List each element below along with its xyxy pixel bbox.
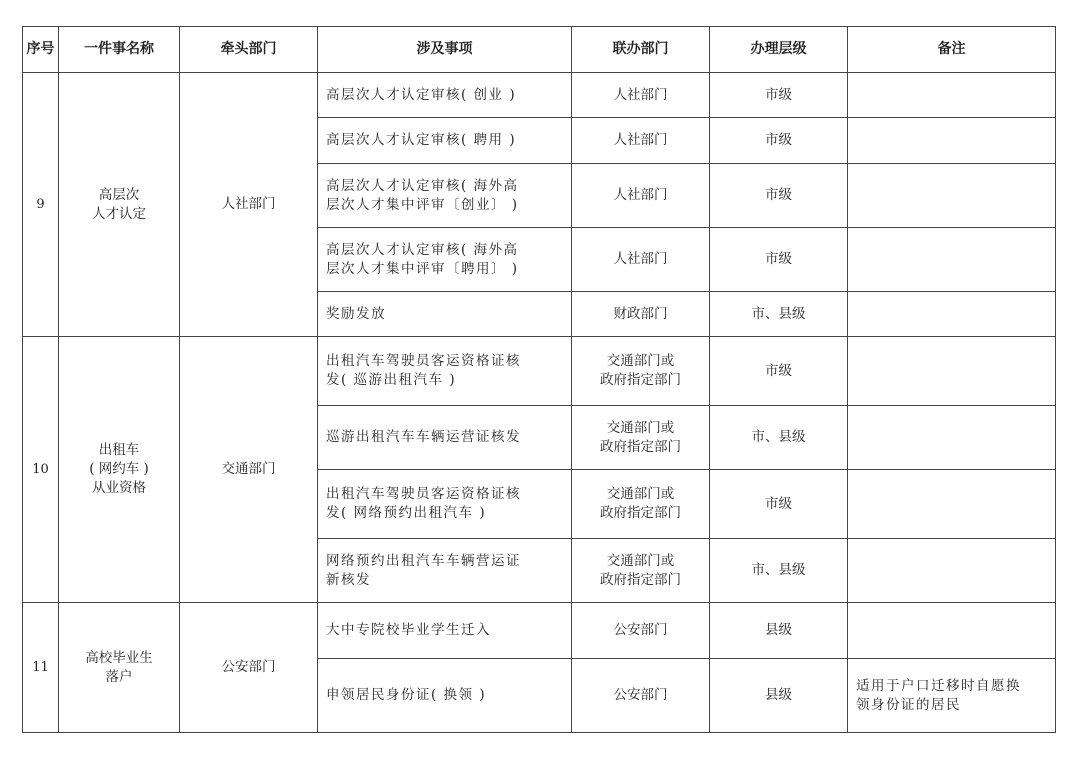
level-cell: 市级 xyxy=(710,118,848,164)
note-line: 适用于户口迁移时自愿换 xyxy=(856,677,1021,694)
header-level: 办理层级 xyxy=(710,27,848,73)
note-cell xyxy=(848,164,1056,228)
item-line: 网络预约出租汽车车辆营运证 xyxy=(326,552,521,569)
header-lead-department: 牵头部门 xyxy=(180,27,318,73)
level-cell: 市级 xyxy=(710,164,848,228)
lead-cell: 公安部门 xyxy=(180,603,318,733)
joint-line: 政府指定部门 xyxy=(600,438,681,455)
name-line: 人才认定 xyxy=(92,205,146,222)
item-line: 层次人才集中评审〔聘用〕 ) xyxy=(326,260,519,277)
joint-line: 政府指定部门 xyxy=(600,571,681,588)
item-line: 奖励发放 xyxy=(326,305,386,322)
item-line: 出租汽车驾驶员客运资格证核 xyxy=(326,486,521,502)
item-line: 大中专院校毕业学生迁入 xyxy=(326,622,491,638)
joint-line: 人社部门 xyxy=(613,251,668,267)
joint-line: 公安部门 xyxy=(613,622,668,638)
name-cell xyxy=(59,337,180,603)
item-line: 发( 网络预约出租汽车 ) xyxy=(326,505,487,521)
note-cell xyxy=(848,337,1056,406)
header-joint-department: 联办部门 xyxy=(572,27,710,73)
level-cell: 市级 xyxy=(710,73,848,118)
note-cell xyxy=(848,118,1056,164)
item-line: 新核发 xyxy=(326,571,371,588)
item-cell xyxy=(318,659,572,733)
item-cell xyxy=(318,164,572,228)
header-seq: 序号 xyxy=(23,27,59,73)
joint-cell xyxy=(572,539,710,603)
joint-cell xyxy=(572,228,710,292)
joint-cell xyxy=(572,73,710,118)
joint-line: 财政部门 xyxy=(613,305,668,322)
name-line: 出租车 xyxy=(98,442,140,458)
note-cell xyxy=(848,406,1056,470)
joint-cell xyxy=(572,659,710,733)
joint-cell xyxy=(572,470,710,539)
joint-line: 交通部门或 xyxy=(606,353,675,369)
level-cell: 市级 xyxy=(710,228,848,292)
table-row xyxy=(23,337,1056,406)
item-line: 高层次人才认定审核( 创业 ) xyxy=(326,86,517,103)
note-cell xyxy=(848,659,1056,733)
note-cell xyxy=(848,470,1056,539)
item-line: 高层次人才认定审核( 海外高 xyxy=(326,177,519,194)
joint-cell xyxy=(572,164,710,228)
item-cell xyxy=(318,73,572,118)
note-cell xyxy=(848,292,1056,337)
note-line: 领身份证的居民 xyxy=(856,696,961,713)
item-line: 巡游出租汽车车辆运营证核发 xyxy=(326,429,521,445)
header-name: 一件事名称 xyxy=(59,27,180,73)
name-line: 高层次 xyxy=(98,186,140,203)
lead-cell: 人社部门 xyxy=(180,73,318,337)
joint-cell xyxy=(572,337,710,406)
name-cell xyxy=(59,603,180,733)
item-cell xyxy=(318,337,572,406)
item-cell xyxy=(318,228,572,292)
lead-cell: 交通部门 xyxy=(180,337,318,603)
note-cell xyxy=(848,539,1056,603)
joint-line: 交通部门或 xyxy=(606,419,675,436)
level-cell: 市级 xyxy=(710,470,848,539)
joint-cell xyxy=(572,406,710,470)
note-cell xyxy=(848,73,1056,118)
item-line: 高层次人才认定审核( 海外高 xyxy=(326,241,519,258)
joint-line: 公安部门 xyxy=(613,687,668,703)
header-note: 备注 xyxy=(848,27,1056,73)
item-line: 发( 巡游出租汽车 ) xyxy=(326,372,457,388)
name-line: 高校毕业生 xyxy=(85,649,153,666)
level-cell: 市、县级 xyxy=(710,292,848,337)
item-cell xyxy=(318,406,572,470)
joint-cell xyxy=(572,118,710,164)
item-line: 高层次人才认定审核( 聘用 ) xyxy=(326,132,517,148)
joint-cell xyxy=(572,292,710,337)
name-cell xyxy=(59,73,180,337)
level-cell: 市、县级 xyxy=(710,406,848,470)
seq-cell: 10 xyxy=(23,337,59,603)
level-cell: 市、县级 xyxy=(710,539,848,603)
name-line: ( 网约车 ) xyxy=(89,461,149,477)
item-line: 申领居民身份证( 换领 ) xyxy=(326,687,487,703)
name-line: 落户 xyxy=(105,668,133,685)
item-cell xyxy=(318,539,572,603)
level-cell: 县级 xyxy=(710,603,848,659)
seq-cell: 11 xyxy=(23,603,59,733)
joint-line: 交通部门或 xyxy=(606,552,675,569)
joint-line: 交通部门或 xyxy=(606,486,675,502)
item-cell xyxy=(318,603,572,659)
item-cell xyxy=(318,292,572,337)
item-line: 层次人才集中评审〔创业〕 ) xyxy=(326,196,519,213)
note-cell xyxy=(848,228,1056,292)
item-cell xyxy=(318,118,572,164)
policy-table xyxy=(22,26,1056,733)
table-row xyxy=(23,603,1056,659)
item-cell xyxy=(318,470,572,539)
joint-line: 政府指定部门 xyxy=(600,505,681,521)
item-line: 出租汽车驾驶员客运资格证核 xyxy=(326,353,521,369)
header-row xyxy=(23,27,1056,73)
joint-line: 人社部门 xyxy=(613,187,668,203)
table-row xyxy=(23,73,1056,118)
header-items: 涉及事项 xyxy=(318,27,572,73)
note-cell xyxy=(848,603,1056,659)
joint-line: 人社部门 xyxy=(613,86,668,103)
seq-cell: 9 xyxy=(23,73,59,337)
level-cell: 市级 xyxy=(710,337,848,406)
joint-line: 人社部门 xyxy=(613,132,668,148)
joint-cell xyxy=(572,603,710,659)
name-line: 从业资格 xyxy=(92,480,146,496)
joint-line: 政府指定部门 xyxy=(600,372,681,388)
level-cell: 县级 xyxy=(710,659,848,733)
